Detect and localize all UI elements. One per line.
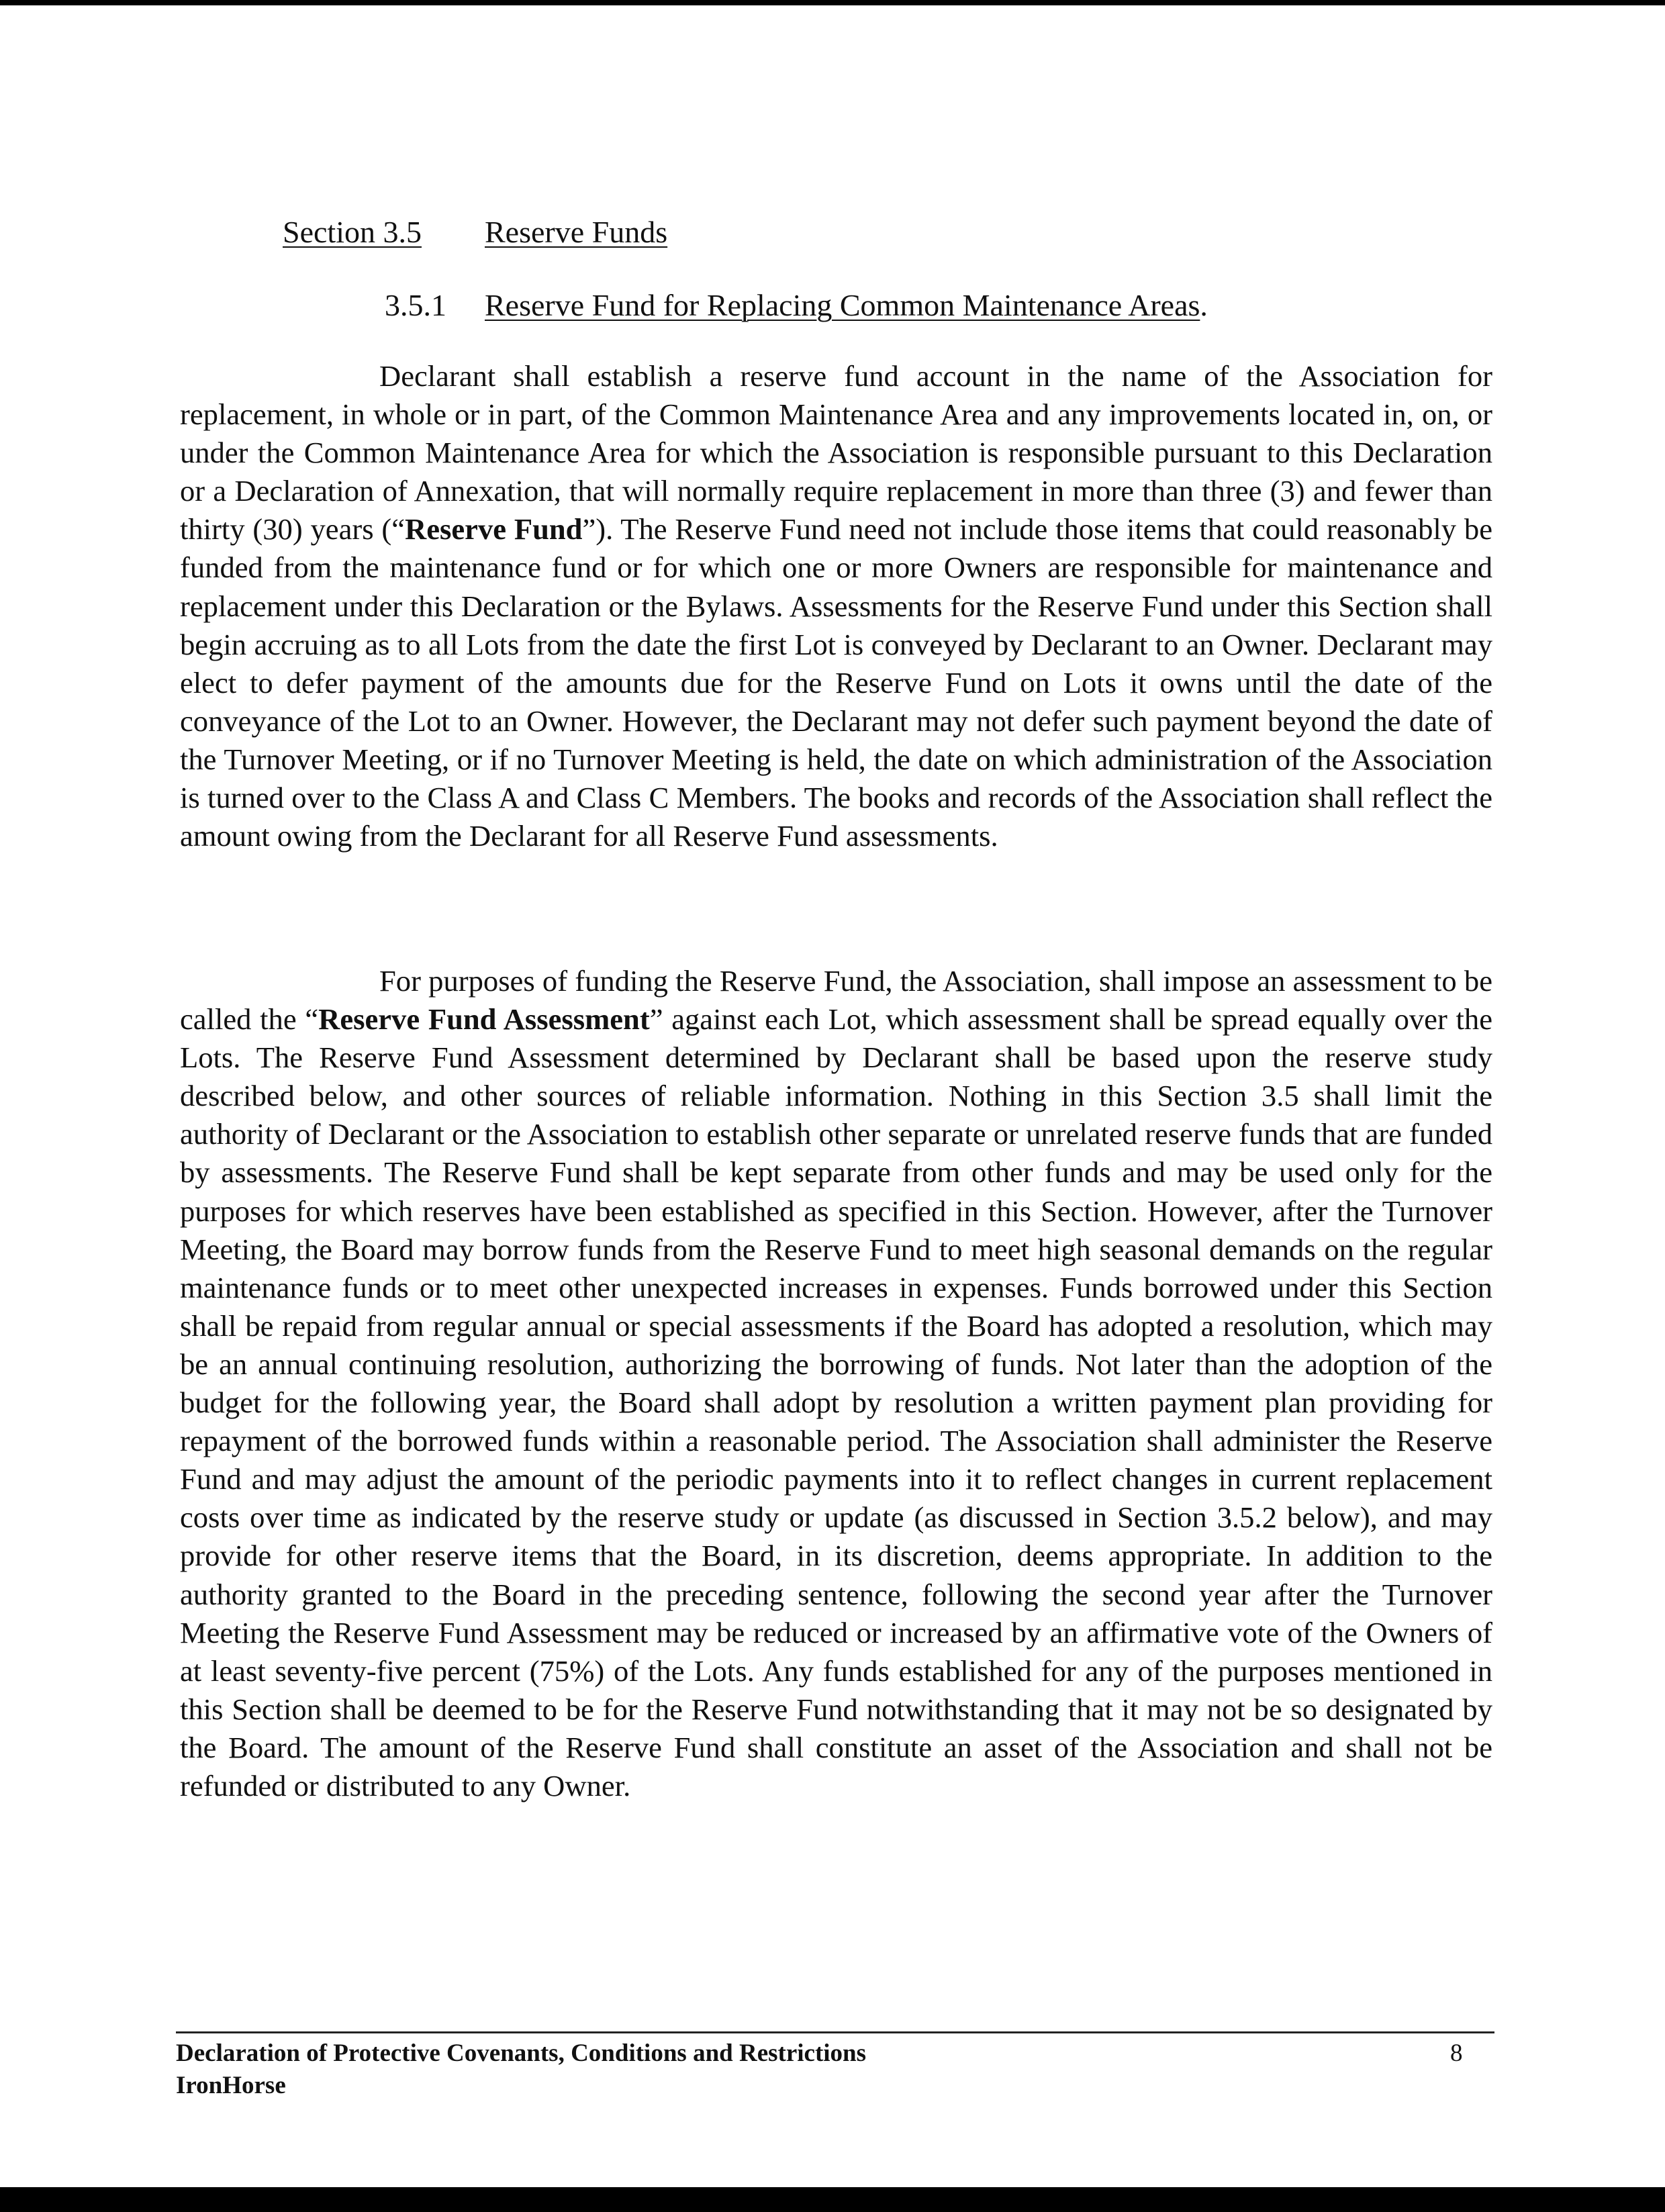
paragraph-2-text-after: ” against each Lot, which assessment shall be spread equally over the Lots. The Reserve Fund Assessment determined by Declarant shall be based upon the reserve study described below, and other sources of reliable information. Nothing in this Section 3.5 shall limit the authority of Declarant or the Association to establish other separate or unrelated reserve funds that are funded by assessments. The Reserve Fund shall be kept separate from other funds and may be used only for the purposes for which reserves have been established as specified in this Section. However, after the Turnover Meeting, the Board may borrow funds from the Reserve Fund to meet high seasonal demands on the regular maintenance funds or to meet other unexpected increases in expenses. Funds borrowed under this Section shall be repaid from regular annual or special assessments if the Board has adopted a resolution, which may be an annual continuing resolution, authorizing the borrowing of funds. Not later than the adoption of the budget for the following year, the Board shall adopt by resolution a written payment plan providing for repayment of the borrowed funds within a reasonable period. The Association shall administer the Reserve Fund and may adjust the amount of the periodic payments into it to reflect changes in current replacement costs over time as indicated by the reserve study or update (as discussed in Section 3.5.2 below), and may provide for other reserve items that the Board, in its discretion, deems appropriate. In addition to the authority granted to the Board in the preceding sentence, following the second year after the Turnover Meeting the Reserve Fund Assessment may be reduced or increased by an affirmative vote of the Owners of at least seventy-five percent (75%) of the Lots. Any funds established for any of the purposes mentioned in this Section shall be deemed to be for the Reserve Fund notwithstanding that it may not be so designated by the Board. The amount of the Reserve Fund shall constitute an asset of the Association and shall not be refunded or distributed to any Owner. xyxy=(180,1002,1492,1802)
paragraph-reserve-fund-assessment xyxy=(180,962,1492,1805)
subsection-title-text: Reserve Fund for Replacing Common Maintenance Areas xyxy=(485,288,1200,322)
footer-project-name: IronHorse xyxy=(176,2072,286,2099)
paragraph-2-text-before: For purposes of funding the Reserve Fund, the Association, shall impose an assessment to be called the “ xyxy=(180,964,1492,1037)
defined-term-reserve-fund-assessment: Reserve Fund Assessment xyxy=(318,1002,650,1037)
scan-edge-top xyxy=(0,0,1665,5)
paragraph-1-text-before: Declarant shall establish a reserve fund account in the name of the Association for replacement, in whole or in part, of the Common Maintenance Area and any improvements located in, on, or under the Common Maintenance Area for which the Association is responsible pursuant to this Declaration or a Declaration of Annexation, that will normally require replacement in more than three (3) and fewer than thirty (30) years (“ xyxy=(180,359,1492,546)
paragraph-1-text-after: ”). The Reserve Fund need not include those items that could reasonably be funded from the maintenance fund or for which one or more Owners are responsible for maintenance and replacement under this Declaration or the Bylaws. Assessments for the Reserve Fund under this Section shall begin accruing as to all Lots from the date the first Lot is conveyed by Declarant to an Owner. Declarant may elect to defer payment of the amounts due for the Reserve Fund on Lots it owns until the date of the conveyance of the Lot to an Owner. However, the Declarant may not defer such payment beyond the date of the Turnover Meeting, or if no Turnover Meeting is held, the date on which administration of the Association is turned over to the Class A and Class C Members. The books and records of the Association shall reflect the amount owing from the Declarant for all Reserve Fund assessments. xyxy=(180,512,1492,853)
section-title: Reserve Funds xyxy=(485,215,668,249)
page-number: 8 xyxy=(1450,2039,1463,2067)
subsection-number: 3.5.1 xyxy=(385,288,446,322)
defined-term-reserve-fund: Reserve Fund xyxy=(405,512,583,546)
paragraph-reserve-fund-account xyxy=(180,357,1492,855)
section-number: Section 3.5 xyxy=(283,215,422,249)
footer-document-title: Declaration of Protective Covenants, Conditions and Restrictions xyxy=(176,2039,867,2067)
footer-divider xyxy=(176,2031,1494,2033)
scan-edge-bottom xyxy=(0,2187,1665,2212)
subsection-title: Reserve Fund for Replacing Common Maintenance Areas. xyxy=(485,288,1208,322)
